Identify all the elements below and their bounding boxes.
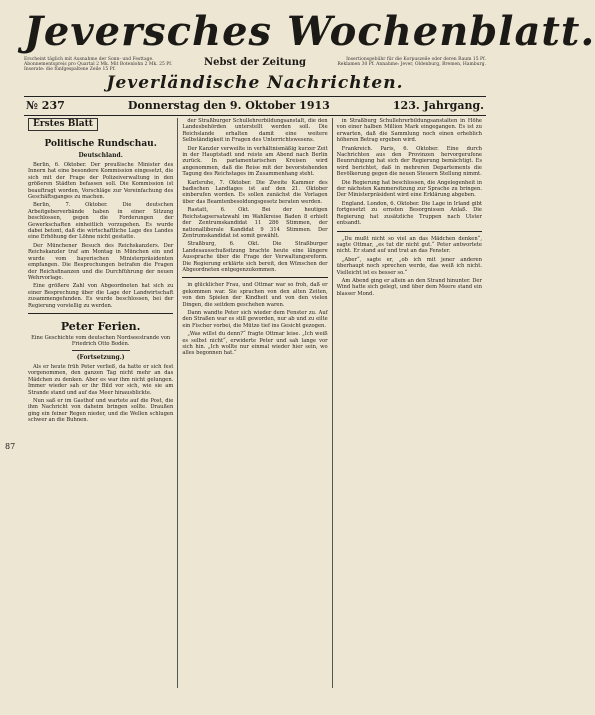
paragraph: England. London, 6. Oktober. Die Lage in Irland gibt fortgesetzt zu ernsten Besorgnissen Anlaß. Die Regierung hat zusätzliche Truppen nach Ulster entsandt. (336, 200, 482, 227)
serial-continuation (182, 277, 327, 356)
paragraph: „Was willst du denn?“ fragte Ottmar leise. „Ich weiß es selbst nicht“, erwiderte Peter und sah lange vor sich hin. „Ich wollte nur einmal wieder hier sein, wo alles begonnen hat.“ (182, 331, 328, 357)
article-subheading: Deutschland. (78, 152, 123, 159)
serial-note: (Fortsetzung.) (76, 353, 125, 361)
paragraph: in glücklicher Frau, und Ottmar war so froh, daß er gekommen war. Sie sprachen von den alten Zeiten, von den Spielen der Kindheit und von den vielen Dingen, die seitdem geschehen waren. (182, 282, 328, 308)
paragraph: Dann wandte Peter sich wieder dem Fenster zu. Auf den Straßen war es still geworden, nur ab und zu eilte ein Fischer vorbei, die Mütze tief ins Gesicht gezogen. (182, 309, 328, 329)
paragraph: Als er heute früh Peter verließ, da hatte er sich fest vorgenommen, den ganzen Tag nicht mehr an das Mädchen zu denken. Aber es war ihm nicht gelungen. Immer wieder sah er ihr Bild vor sich, wie sie am Strande stand und auf das Meer hinausblickte. (28, 363, 174, 396)
volume-number: 123. Jahrgang. (392, 99, 484, 112)
paragraph: Rastatt, 6. Okt. Bei der heutigen Reichstagsersatzwahl im Wahlkreise Baden 8 erhielt der Zentrumskandidat 11 286 Stimmen, der nationalliberale Kandidat 9 314 Stimmen. Der Zentrumskandidat ist somit gewählt. (182, 207, 328, 239)
dateline-rule (24, 115, 486, 116)
paragraph: Karlsruhe, 7. Oktober. Die Zweite Kammer des badischen Landtages ist auf den 21. Oktober einberufen worden. Es sollen zunächst die Vorlagen über das Beamtenbesoldungsgesetz beraten werden. (182, 179, 328, 205)
paragraph: Die Regierung hat beschlossen, die Angelegenheit in der nächsten Kammersitzung zur Sprache zu bringen. Der Ministerpräsident wird eine Erklärung abgeben. (336, 179, 482, 199)
masthead-subhead (24, 57, 486, 72)
paragraph: Am Abend ging er allein an den Strand hinunter. Der Wind hatte sich gelegt, und über dem Meere stand ein blasser Mond. (336, 277, 482, 297)
paragraph: Der Münchener Besuch des Reichskanzlers. Der Reichskanzler traf am Montag in München ein und wurde vom bayerischen Ministerpräsidenten empfangen. Die Besprechungen betrafen die Fragen der Reichsfinanzen und die Durchführung der neuen Wehrvorlage. (28, 242, 174, 281)
issue-number: № 237 (26, 99, 65, 112)
newspaper-masthead-title: Jeversches Wochenblatt. (24, 8, 595, 55)
supplement-note: Nebst der Zeitung (204, 57, 306, 68)
column-3 (332, 118, 486, 688)
paragraph: der Straßburger Schullehrerbildungsanstalt, die den Landesbehörden unterstellt werden soll. Die Reichslande erhalten damit eine weitere Selbständigkeit in Fragen des Unterrichtswesens. (182, 118, 328, 144)
article-columns (24, 118, 486, 688)
page-number: 87 (5, 442, 16, 451)
paragraph: Nun saß er im Gasthof und wartete auf die Post, die ihm Nachricht von daheim bringen sollte. Draußen ging ein feiner Regen nieder, und die Wellen schlugen schwer an die Buhnen. (28, 397, 174, 424)
paragraph: „Du mußt nicht so viel an das Mädchen denken“, sagte Ottmar, „es tut dir nicht gut.“ Peter antwortete nicht. Er stand auf und trat an das Fenster. (336, 235, 482, 255)
paragraph: Straßburg, 6. Okt. Die Straßburger Landesausschußsitzung brachte heute eine längere Aussprache über die Frage der Verwaltungsreform. Die Regierung erklärte sich bereit, den Wünschen der Abgeordneten entgegenzukommen. (182, 241, 328, 273)
paragraph: „Aber“, sagte er, „ob ich mit jener anderen überhaupt noch sprechen werde, das weiß ich nicht. Vielleicht ist es besser so.“ (336, 256, 482, 276)
paragraph: Der Kanzler verweilte in verhältnismäßig kurzer Zeit in der Hauptstadt und reiste am Abend nach Berlin zurück. In parlamentarischen Kreisen wird angenommen, daß die Reise mit der bevorstehenden Tagung des Reichstages im Zusammenhang steht. (182, 145, 328, 178)
issue-date: Donnerstag den 9. Oktober 1913 (127, 99, 330, 112)
column-1 (24, 118, 177, 688)
paragraph: Frankreich. Paris, 6. Oktober. Eine durch Nachrichten aus den Provinzen hervorgerufene Beunruhigung hat sich der Regierung bemächtigt. Es wird berichtet, daß in mehreren Departements die Bevölkerung gegen die neuen Steuern Stellung nimmt. (336, 145, 482, 178)
column-2 (177, 118, 331, 688)
serial-story (28, 313, 173, 424)
advertising-note: Insertionsgebühr für die Korpuszeile oder deren Raum 15 Pf. Reklamen 30 Pf. Annahme: Jever, Oldenburg, Bremen, Hamburg. (337, 57, 486, 67)
subscription-note: Erscheint täglich mit Ausnahme der Sonn- und Festtage. Abonnementspreis pro Quartal 2 Mk. Mit Botenlohn 2 Mk. 25 Pf. Inserate: die fünfgespaltene Zeile 15 Pf. (24, 57, 173, 72)
serial-continuation (337, 231, 482, 298)
paragraph: Berlin, 7. Oktober. Die deutschen Arbeitgeberverbände haben in einer Sitzung beschlossen, gegen die Forderungen der Gewerkschaften einheitlich vorzugehen. Es wurde dabei betont, daß die wirtschaftliche Lage des Landes eine Erhöhung der Löhne nicht gestatte. (28, 202, 174, 241)
article-heading: Politische Rundschau. (44, 139, 157, 149)
serial-byline: Eine Geschichte vom deutschen Nordseestrande von Friedrich Otto Bodén. (31, 334, 171, 347)
section-label: Erstes Blatt (28, 118, 98, 131)
newspaper-subtitle: Jeverländische Nachrichten. (106, 73, 404, 93)
dateline (24, 97, 486, 115)
paragraph: Eine größere Zahl von Abgeordneten hat sich zu einer Besprechung über die Lage der Landwirtschaft zusammengefunden. Es wurde beschlossen, bei der Regierung vorstellig zu werden. (28, 283, 174, 309)
divider (72, 350, 130, 351)
serial-title: Peter Ferien. (60, 319, 141, 333)
paragraph: Berlin, 6. Oktober. Der preußische Minister des Innern hat eine besondere Kommission eingesetzt, die sich mit der Frage der Polizeiverwaltung in den größeren Städten befassen soll. Die Kommission ist beauftragt worden, Vorschläge zur Vereinfachung des Geschäftsganges zu machen. (28, 162, 174, 201)
paragraph: in Straßburg Schullehrerbildungsanstalten in Höhe von einer halben Million Mark eingegangen. Es ist zu erwarten, daß die Sammlung noch einen erheblich höheren Betrag ergeben wird. (336, 118, 482, 144)
